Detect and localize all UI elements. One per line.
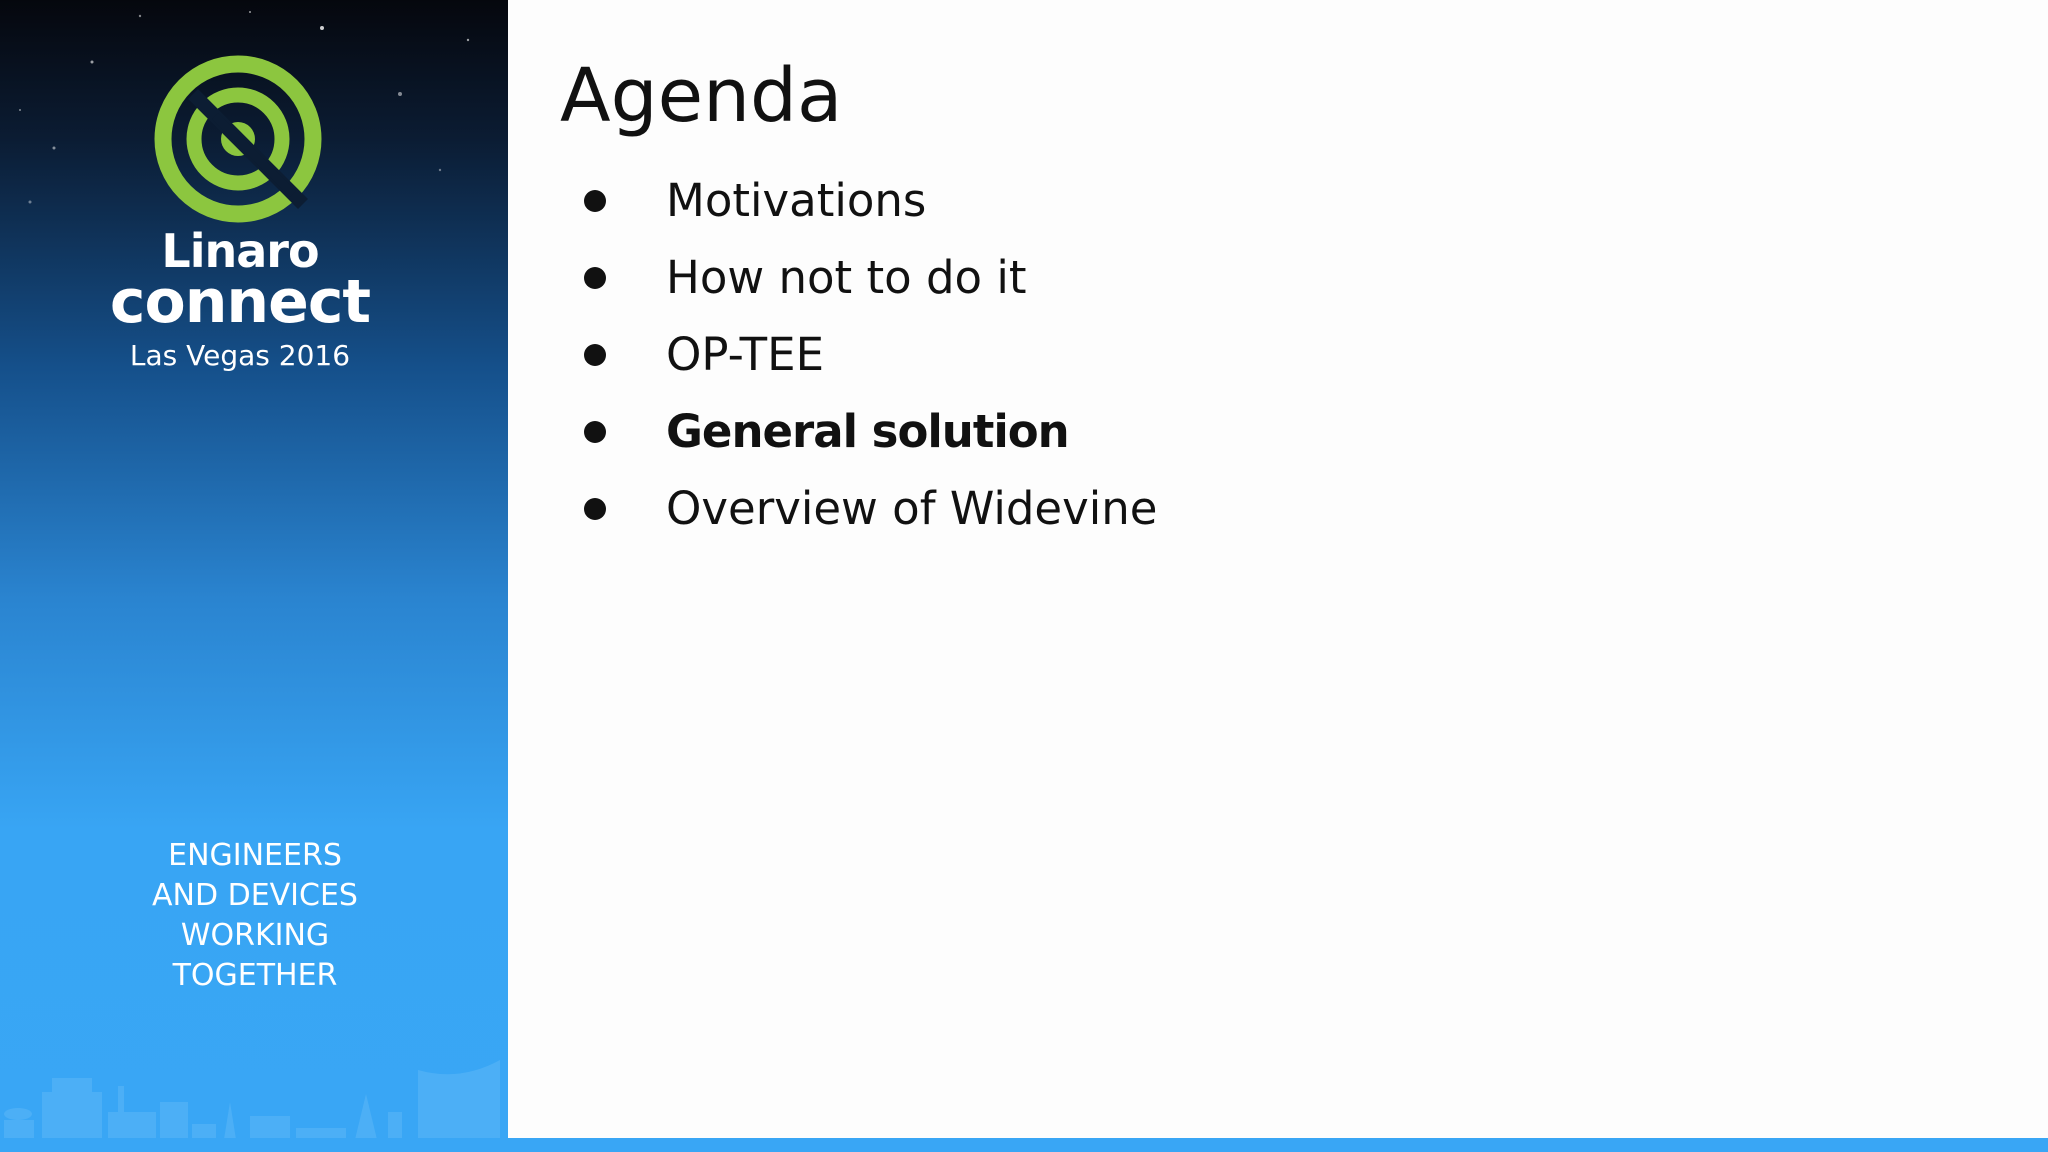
agenda-item-current <box>560 393 1157 470</box>
agenda-item <box>560 239 1157 316</box>
bullet-icon <box>584 344 606 366</box>
slide-content <box>508 0 2048 1138</box>
bullet-icon <box>584 267 606 289</box>
slide-title: Agenda <box>560 53 843 139</box>
agenda-item <box>560 162 1157 239</box>
city-skyline-decoration <box>0 1042 508 1152</box>
tagline-line: AND DEVICES <box>152 878 358 913</box>
agenda-list <box>560 162 1157 547</box>
agenda-item <box>560 316 1157 393</box>
tagline <box>0 836 508 996</box>
agenda-item-text: OP-TEE <box>666 328 825 381</box>
agenda-item-text: Overview of Widevine <box>666 482 1158 535</box>
bullet-icon <box>584 421 606 443</box>
linaro-logo-icon <box>153 54 323 224</box>
tagline-line: TOGETHER <box>172 958 338 993</box>
brand-name: Linaro <box>161 224 319 278</box>
bottom-accent-bar <box>0 1138 2048 1152</box>
agenda-item-text: How not to do it <box>666 251 1027 304</box>
bullet-icon <box>584 498 606 520</box>
sidebar <box>0 0 508 1152</box>
tagline-line: ENGINEERS <box>168 838 342 873</box>
agenda-item-text: General solution <box>666 405 1069 458</box>
agenda-item-text: Motivations <box>666 174 927 227</box>
tagline-line: WORKING <box>180 918 330 953</box>
brand-product: connect <box>109 267 371 337</box>
event-name: Las Vegas 2016 <box>129 339 351 372</box>
bullet-icon <box>584 190 606 212</box>
agenda-item <box>560 470 1157 547</box>
